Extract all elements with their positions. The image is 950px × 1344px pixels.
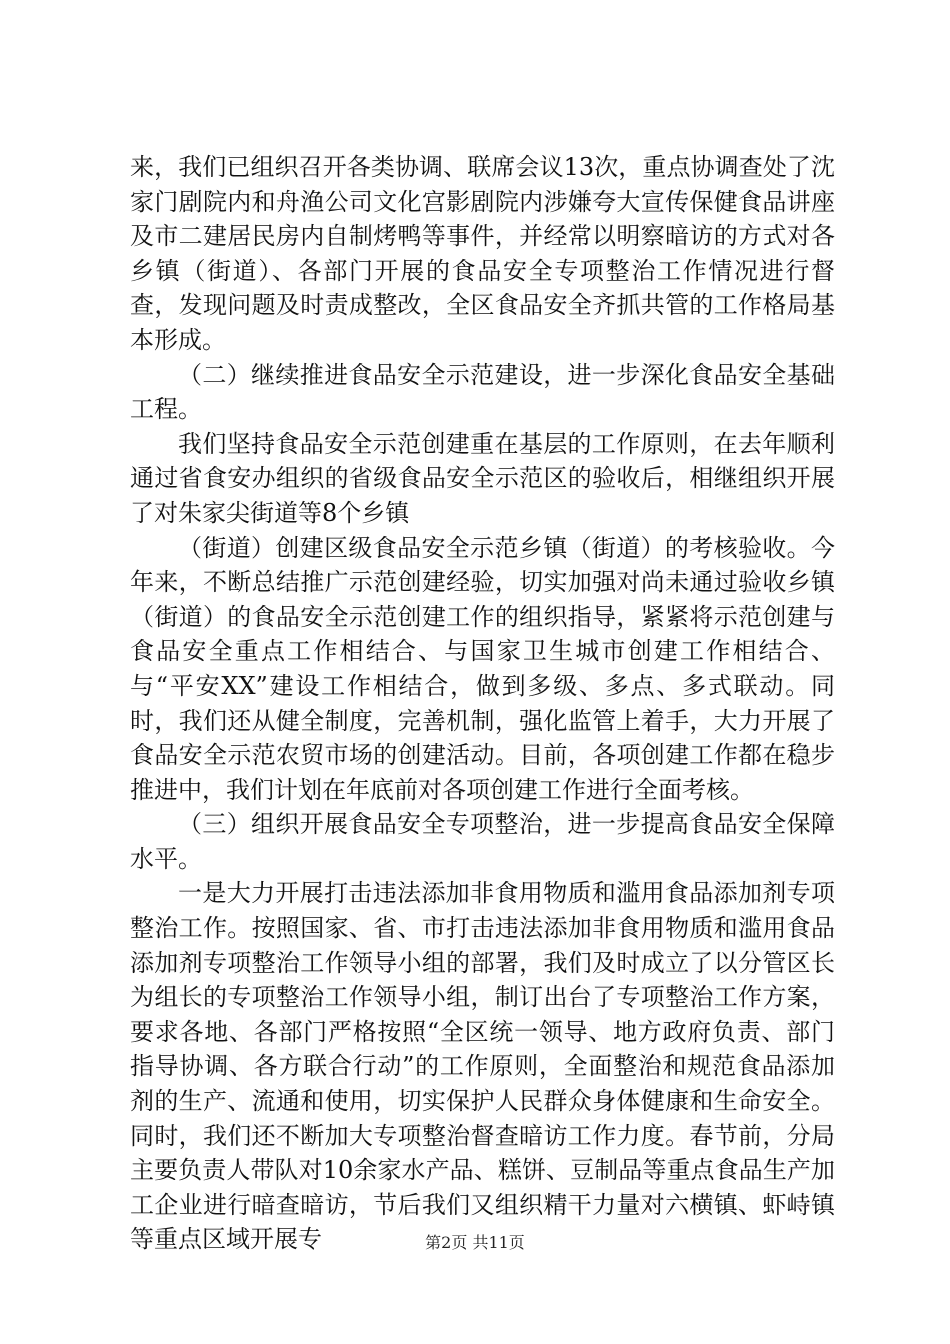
paragraph-demonstration-continued: （街道）创建区级食品安全示范乡镇（街道）的考核验收。今年来，不断总结推广示范创建经验，切实加强对尚未通过验收乡镇（街道）的食品安全示范创建工作的组织指导，紧紧将示范创建与食品安全重点工作相结合、与国家卫生城市创建工作相结合、与“平安XX”建设工作相结合，做到多级、多点、多式联动。同时，我们还从健全制度，完善机制，强化监管上着手，大力开展了食品安全示范农贸市场的创建活动。目前，各项创建工作都在稳步推进中，我们计划在年底前对各项创建工作进行全面考核。: [130, 533, 835, 804]
paragraph-demonstration: 我们坚持食品安全示范创建重在基层的工作原则，在去年顺利通过省食安办组织的省级食品安全示范区的验收后，相继组织开展了对朱家尖街道等8个乡镇: [130, 429, 835, 527]
paragraph-special-rectification: 一是大力开展打击违法添加非食用物质和滥用食品添加剂专项整治工作。按照国家、省、市打击违法添加非食用物质和滥用食品添加剂专项整治工作领导小组的部署，我们及时成立了以分管区长为组长的专项整治工作领导小组，制订出台了专项整治工作方案，要求各地、各部门严格按照“全区统一领导、地方政府负责、部门指导协调、各方联合行动”的工作原则，全面整治和规范食品添加剂的生产、流通和使用，切实保护人民群众身体健康和生命安全。同时，我们还不断加大专项整治督查暗访工作力度。春节前，分局主要负责人带队对10余家水产品、糕饼、豆制品等重点食品生产加工企业进行暗查暗访，节后我们又组织精干力量对六横镇、虾峙镇等重点区域开展专: [130, 879, 835, 1254]
page-number-footer: 第2页 共11页: [425, 1233, 525, 1252]
section-heading-2: （二）继续推进食品安全示范建设，进一步深化食品安全基础工程。: [130, 360, 835, 424]
section-heading-3: （三）组织开展食品安全专项整治，进一步提高食品安全保障水平。: [130, 810, 835, 873]
document-body: [130, 150, 835, 1257]
paragraph-continuation: 来，我们已组织召开各类协调、联席会议13次，重点协调查处了沈家门剧院内和舟渔公司文化宫影剧院内涉嫌夸大宣传保健食品讲座及市二建居民房内自制烤鸭等事件，并经常以明察暗访的方式对各乡镇（街道）、各部门开展的食品安全专项整治工作情况进行督查，发现问题及时责成整改，全区食品安全齐抓共管的工作格局基本形成。: [130, 153, 835, 354]
